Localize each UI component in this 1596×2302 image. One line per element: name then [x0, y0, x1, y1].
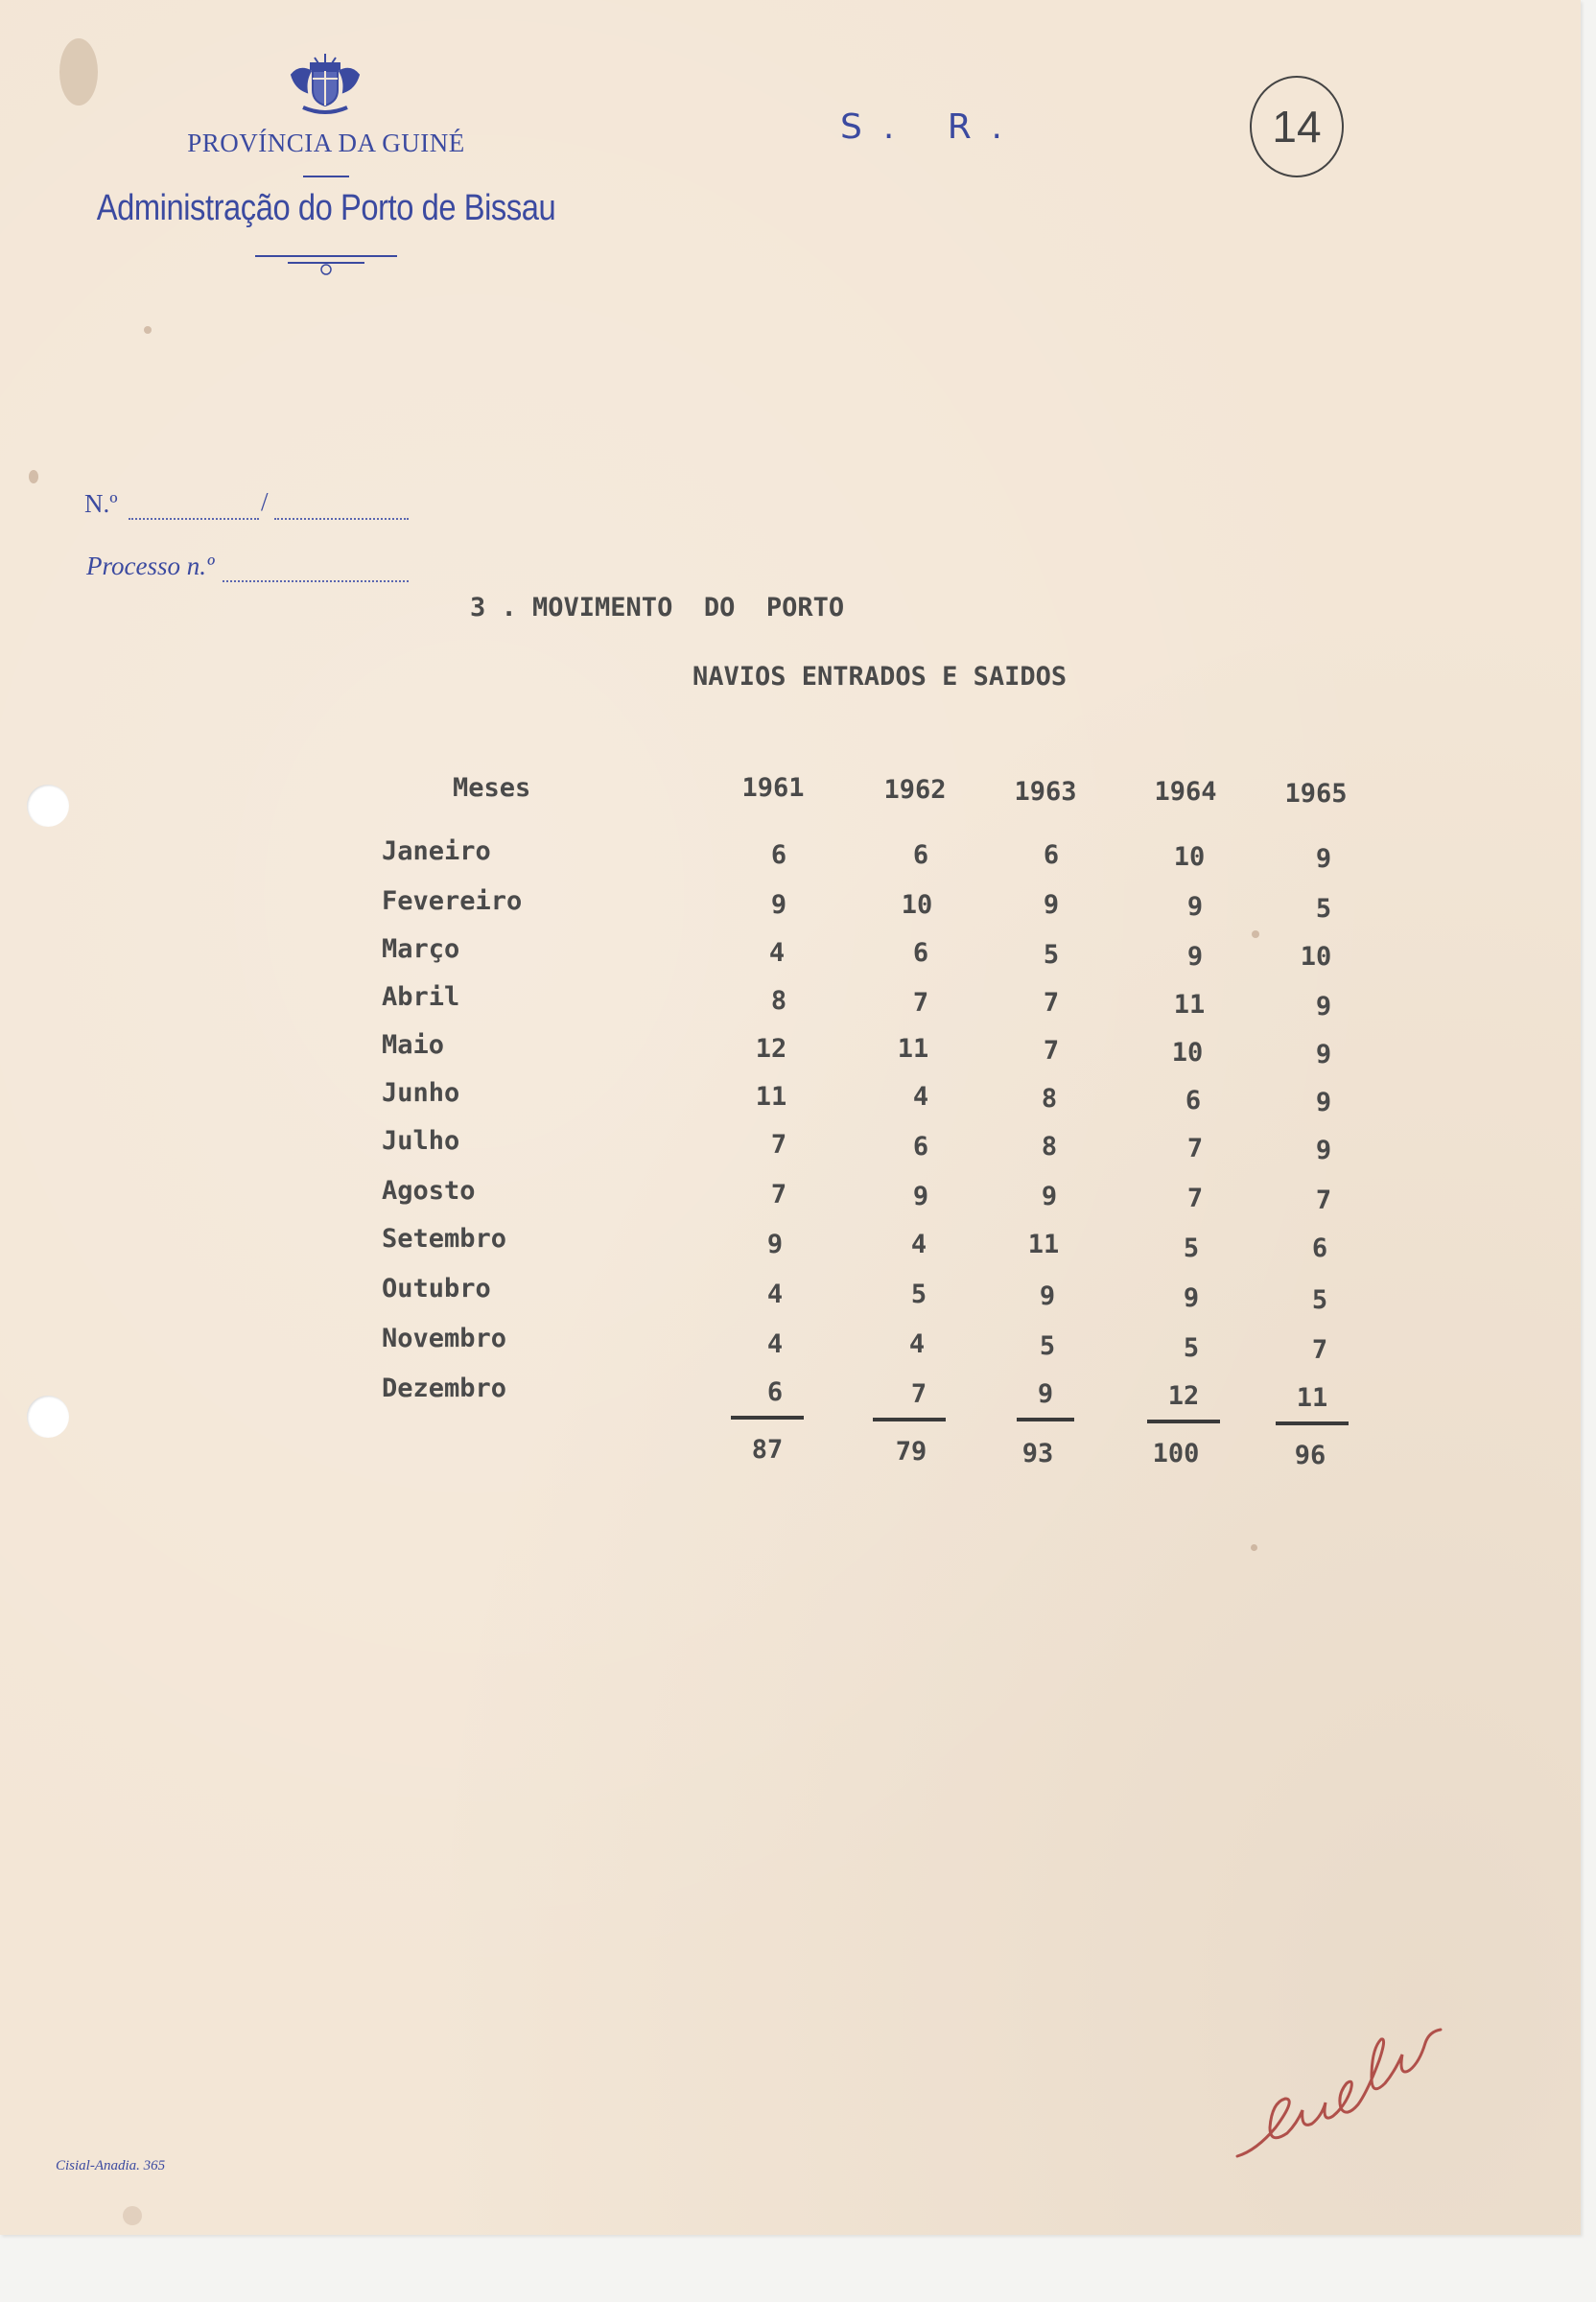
value-cell: 9: [766, 1230, 784, 1259]
paper-stain: [59, 38, 98, 106]
month-cell: Fevereiro: [382, 886, 523, 916]
year-header: 1965: [1284, 779, 1348, 809]
paper-stain: [29, 470, 38, 483]
sum-rule: [1017, 1418, 1074, 1421]
value-cell: 9: [912, 1182, 929, 1211]
value-cell: 4: [766, 1280, 784, 1309]
value-cell: 9: [1186, 892, 1204, 922]
year-header: 1963: [1014, 777, 1077, 807]
divider: [303, 176, 349, 177]
page-number: 14: [1272, 102, 1322, 152]
value-cell: 9: [1315, 992, 1332, 1022]
handwritten-signature: [1228, 1947, 1535, 2177]
value-cell: 6: [1043, 840, 1060, 870]
value-cell: 7: [770, 1180, 787, 1210]
month-cell: Setembro: [382, 1224, 507, 1254]
number-field[interactable]: [129, 518, 259, 520]
sum-rule: [1276, 1421, 1349, 1425]
value-cell: 8: [770, 986, 787, 1016]
value-cell: 9: [1315, 1040, 1332, 1069]
value-cell: 4: [768, 938, 786, 968]
month-cell: Janeiro: [382, 836, 491, 866]
value-cell: 10: [1171, 1038, 1204, 1068]
value-cell: 12: [1167, 1381, 1200, 1411]
value-cell: 5: [1315, 894, 1332, 924]
value-cell: 4: [912, 1082, 929, 1112]
value-cell: 6: [1185, 1086, 1202, 1116]
value-cell: 6: [912, 938, 929, 968]
process-label: Processo n.º: [86, 552, 215, 580]
province-name: PROVÍNCIA DA GUINÉ: [187, 129, 465, 157]
printer-mark: Cisial-Anadia. 365: [56, 2158, 166, 2173]
value-cell: 6: [766, 1377, 784, 1407]
value-cell: 9: [1315, 1088, 1332, 1117]
value-cell: 9: [1043, 890, 1060, 920]
month-cell: Agosto: [382, 1176, 476, 1206]
value-cell: 12: [755, 1034, 787, 1064]
paper-stain: [144, 326, 152, 334]
total-cell: 79: [895, 1437, 927, 1467]
value-cell: 7: [912, 988, 929, 1018]
sum-rule: [873, 1418, 946, 1421]
value-cell: 9: [1037, 1379, 1054, 1409]
value-cell: 9: [770, 890, 787, 920]
month-header: Meses: [453, 773, 531, 803]
punch-hole: [27, 785, 69, 827]
value-cell: 8: [1041, 1132, 1058, 1162]
value-cell: 6: [1311, 1233, 1328, 1263]
paper-stain: [123, 2206, 142, 2225]
month-cell: Maio: [382, 1030, 445, 1060]
value-cell: 6: [770, 840, 787, 870]
value-cell: 11: [1173, 990, 1206, 1020]
paper-stain: [1251, 1544, 1257, 1551]
month-cell: Março: [382, 934, 460, 964]
administration-name: Administração do Porto de Bissau: [96, 188, 556, 228]
value-cell: 8: [1041, 1084, 1058, 1114]
number-label: N.º: [84, 489, 118, 518]
value-cell: 7: [1043, 988, 1060, 1018]
value-cell: 7: [1186, 1134, 1204, 1163]
coat-of-arms-icon: [282, 50, 368, 117]
month-cell: Junho: [382, 1078, 460, 1108]
total-cell: 87: [751, 1435, 784, 1465]
section-title: 3 . MOVIMENTO DO PORTO: [470, 593, 845, 622]
month-cell: Dezembro: [382, 1374, 507, 1403]
value-cell: 5: [1039, 1331, 1056, 1361]
value-cell: 9: [1315, 1136, 1332, 1165]
value-cell: 9: [1315, 844, 1332, 874]
total-cell: 100: [1152, 1439, 1200, 1468]
value-cell: 9: [1041, 1182, 1058, 1211]
value-cell: 9: [1183, 1283, 1200, 1313]
value-cell: 9: [1039, 1281, 1056, 1311]
punch-hole: [27, 1396, 69, 1438]
sum-rule: [1147, 1420, 1220, 1423]
month-cell: Julho: [382, 1126, 460, 1156]
value-cell: 11: [1027, 1230, 1060, 1259]
number-separator: /: [261, 487, 269, 516]
month-cell: Novembro: [382, 1324, 507, 1353]
value-cell: 11: [755, 1082, 787, 1112]
total-cell: 96: [1294, 1441, 1326, 1470]
value-cell: 5: [1183, 1333, 1200, 1363]
page-number-mark: [1243, 73, 1349, 178]
section-subtitle: NAVIOS ENTRADOS E SAIDOS: [692, 662, 1068, 692]
value-cell: 5: [910, 1280, 927, 1309]
value-cell: 10: [1300, 942, 1332, 972]
value-cell: 5: [1043, 940, 1060, 970]
year-header: 1962: [883, 775, 947, 805]
sr-stamp: S. R.: [840, 107, 1023, 147]
value-cell: 10: [1173, 842, 1206, 872]
value-cell: 4: [766, 1329, 784, 1359]
value-cell: 9: [1186, 942, 1204, 972]
value-cell: 5: [1183, 1233, 1200, 1263]
value-cell: 5: [1311, 1285, 1328, 1315]
sum-rule: [731, 1416, 804, 1420]
month-cell: Outubro: [382, 1274, 491, 1304]
value-cell: 6: [912, 840, 929, 870]
value-cell: 10: [901, 890, 933, 920]
value-cell: 4: [908, 1329, 926, 1359]
value-cell: 7: [910, 1379, 927, 1409]
value-cell: 11: [897, 1034, 929, 1064]
number-year-field[interactable]: [274, 518, 409, 520]
value-cell: 7: [1186, 1184, 1204, 1213]
value-cell: 7: [1315, 1186, 1332, 1215]
paper-stain: [1252, 930, 1259, 938]
year-header: 1961: [741, 773, 805, 803]
year-header: 1964: [1154, 777, 1217, 807]
value-cell: 4: [910, 1230, 927, 1259]
value-cell: 7: [770, 1130, 787, 1160]
value-cell: 6: [912, 1132, 929, 1162]
total-cell: 93: [1021, 1439, 1054, 1468]
process-field[interactable]: [223, 580, 409, 582]
divider-emblem-icon: [255, 251, 397, 276]
value-cell: 7: [1043, 1036, 1060, 1066]
value-cell: 7: [1311, 1335, 1328, 1365]
month-cell: Abril: [382, 982, 460, 1012]
value-cell: 11: [1296, 1383, 1328, 1413]
